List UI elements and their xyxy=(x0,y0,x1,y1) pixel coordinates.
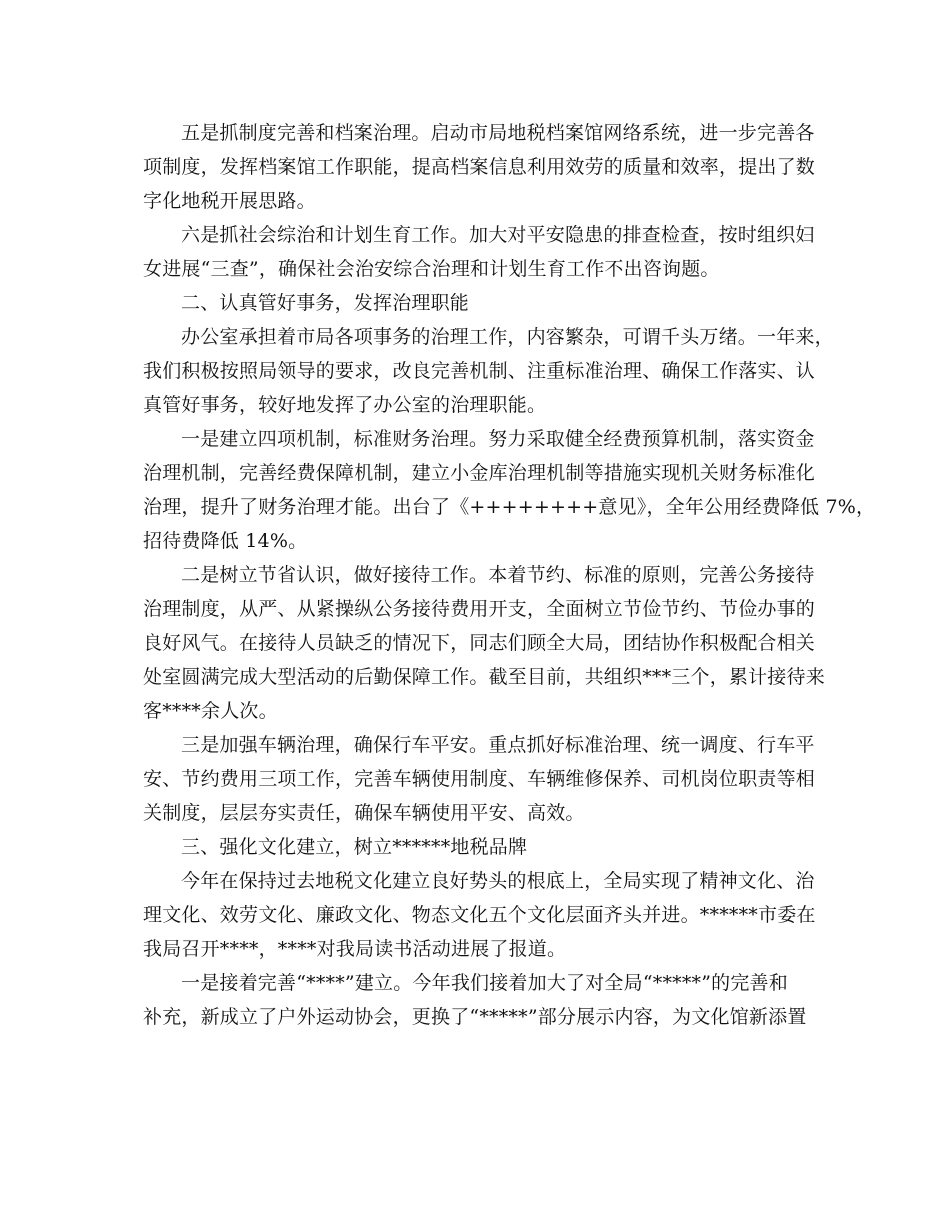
text-line: 处室圆满完成大型活动的后勤保障工作。截至目前，共组织***三个，累计接待来 xyxy=(143,666,825,688)
paragraph-reception-work xyxy=(143,558,825,728)
section-heading-culture xyxy=(143,830,809,864)
heading-text: 二、认真管好事务，发挥治理职能 xyxy=(181,292,470,314)
paragraph-culture-building xyxy=(143,966,809,1034)
text-line: 二是树立节省认识，做好接待工作。本着节约、标准的原则，完善公务接待 xyxy=(181,564,815,586)
paragraph-vehicle-management xyxy=(143,728,816,830)
text-line: 三是加强车辆治理，确保行车平安。重点抓好标准治理、统一调度、行车平 xyxy=(181,734,815,756)
text-line: 六是抓社会综治和计划生育工作。加大对平安隐患的排查检查，按时组织妇 xyxy=(181,224,815,246)
paragraph-culture-overview xyxy=(143,864,816,966)
text-line: 良好风气。在接待人员缺乏的情况下，同志们顾全大局，团结协作积极配合相关 xyxy=(143,632,816,654)
text-line: 安、节约费用三项工作，完善车辆使用制度、车辆维修保养、司机岗位职责等相 xyxy=(143,768,816,790)
text-line: 真管好事务，较好地发挥了办公室的治理职能。 xyxy=(143,394,547,416)
text-line: 女进展“三查”，确保社会治安综合治理和计划生育工作不出咨询题。 xyxy=(143,258,720,280)
text-line: 治理机制，完善经费保障机制，建立小金库治理机制等措施实现机关财务标准化 xyxy=(143,462,816,484)
text-line: 补充，新成立了户外运动协会，更换了“*****”部分展示内容，为文化馆新添置 xyxy=(143,1006,807,1028)
paragraph-finance-mechanisms xyxy=(143,422,876,558)
heading-text: 三、强化文化建立，树立******地税品牌 xyxy=(181,836,528,858)
text-line: 招待费降低 14%。 xyxy=(143,530,308,552)
text-line: 理文化、效劳文化、廉政文化、物态文化五个文化层面齐头并进。******市委在 xyxy=(143,904,816,926)
text-line: 办公室承担着市局各项事务的治理工作，内容繁杂，可谓千头万绪。一年来， xyxy=(181,326,834,348)
text-line: 一是建立四项机制，标准财务治理。努力采取健全经费预算机制，落实资金 xyxy=(181,428,815,450)
document-body xyxy=(143,116,876,1034)
text-line: 一是接着完善“****”建立。今年我们接着加大了对全局“*****”的完善和 xyxy=(181,972,788,994)
text-line: 项制度，发挥档案馆工作职能，提高档案信息利用效劳的质量和效率，提出了数 xyxy=(143,156,816,178)
text-line: 治理制度，从严、从紧操纵公务接待费用开支，全面树立节俭节约、节俭办事的 xyxy=(143,598,816,620)
text-line: 客****余人次。 xyxy=(143,700,278,722)
text-line: 今年在保持过去地税文化建立良好势头的根底上，全局实现了精神文化、治 xyxy=(181,870,815,892)
text-line: 治理，提升了财务治理才能。出台了《++++++++意见》，全年公用经费降低 7%， xyxy=(143,496,876,518)
text-line: 关制度，层层夯实责任，确保车辆使用平安、高效。 xyxy=(143,802,585,824)
paragraph-social-governance xyxy=(143,218,815,286)
text-line: 五是抓制度完善和档案治理。启动市局地税档案馆网络系统，进一步完善各 xyxy=(181,122,815,144)
text-line: 我们积极按照局领导的要求，改良完善机制、注重标准治理、确保工作落实、认 xyxy=(143,360,816,382)
text-line: 我局召开****，****对我局读书活动进展了报道。 xyxy=(143,938,567,960)
section-heading-affairs xyxy=(143,286,809,320)
paragraph-office-duties xyxy=(143,320,834,422)
text-line: 字化地税开展思路。 xyxy=(143,190,316,212)
paragraph-archive-management xyxy=(143,116,816,218)
